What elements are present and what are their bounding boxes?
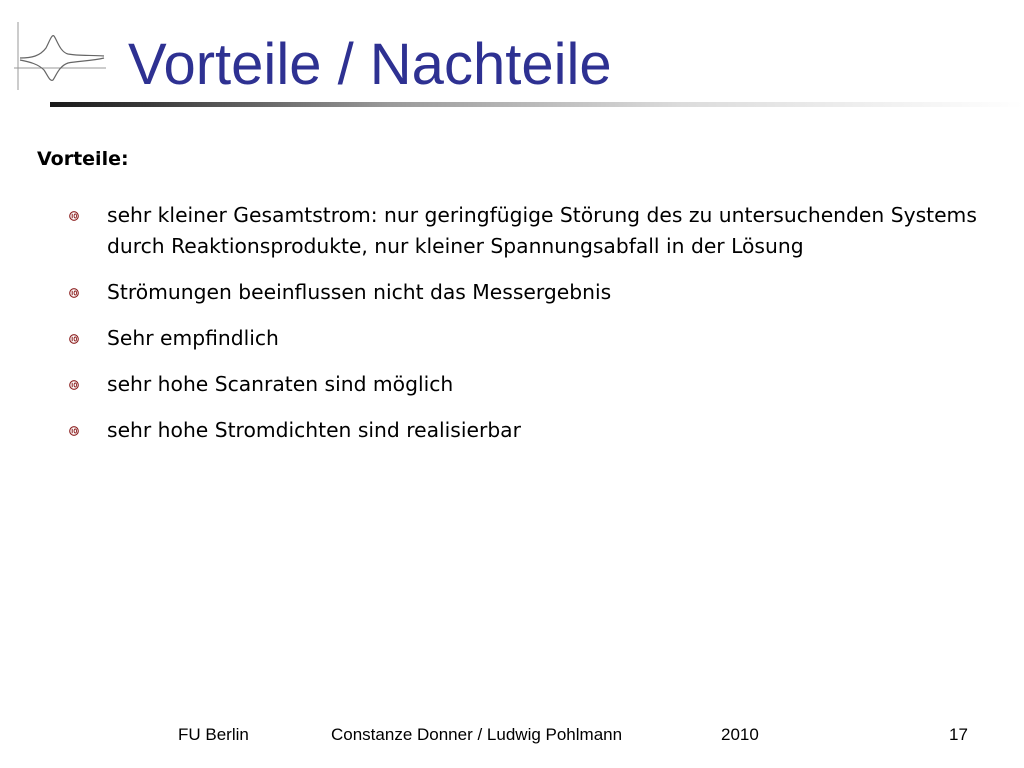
bullet-text: sehr hohe Stromdichten sind realisierbar bbox=[107, 417, 521, 442]
bullet-text: sehr kleiner Gesamtstrom: nur geringfügige Störung des zu untersuchenden Systems durch Reaktionsprodukte, nur kleiner Spannungsabfall in der Lösung bbox=[107, 203, 977, 258]
bullet-list bbox=[60, 200, 990, 461]
bullet-item bbox=[60, 323, 990, 354]
bullet-marker-icon bbox=[69, 426, 79, 436]
footer-institution: FU Berlin bbox=[178, 725, 249, 744]
bullet-marker-icon bbox=[69, 288, 79, 298]
title-divider bbox=[50, 102, 1024, 107]
bullet-text: Sehr empfindlich bbox=[107, 325, 279, 350]
section-heading: Vorteile: bbox=[37, 148, 129, 170]
bullet-text: Strömungen beeinflussen nicht das Messergebnis bbox=[107, 279, 612, 304]
cyclic-voltammogram-logo-icon bbox=[14, 22, 110, 94]
bullet-marker-icon bbox=[69, 334, 79, 344]
bullet-item bbox=[60, 415, 990, 446]
bullet-text: sehr hohe Scanraten sind möglich bbox=[107, 371, 454, 396]
bullet-marker-icon bbox=[69, 380, 79, 390]
bullet-item bbox=[60, 200, 990, 261]
bullet-marker-icon bbox=[69, 211, 79, 221]
slide-title: Vorteile / Nachteile bbox=[128, 32, 612, 97]
bullet-item bbox=[60, 277, 990, 308]
footer-authors: Constanze Donner / Ludwig Pohlmann bbox=[331, 725, 623, 744]
bullet-item bbox=[60, 369, 990, 400]
footer-year: 2010 bbox=[721, 725, 759, 744]
footer-page-number: 17 bbox=[949, 725, 968, 744]
